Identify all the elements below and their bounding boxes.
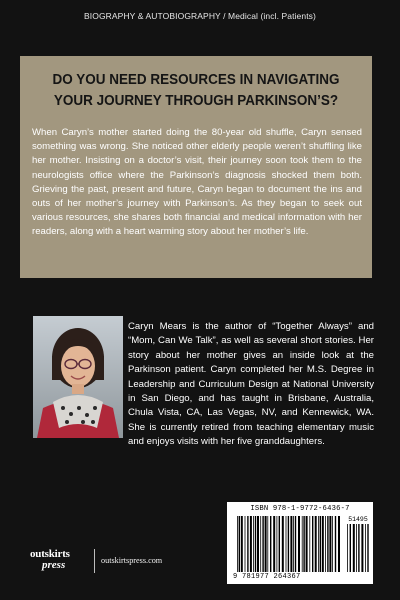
category-line: BIOGRAPHY & AUTOBIOGRAPHY / Medical (incl. Patients)	[84, 11, 316, 21]
isbn-barcode	[227, 502, 373, 584]
headline-line-1: DO YOU NEED RESOURCES IN NAVIGATING	[52, 72, 340, 88]
ean-digits: 9 781977 264367	[233, 573, 301, 581]
publisher-logo	[30, 548, 90, 574]
author-portrait-image	[33, 316, 123, 438]
headline	[32, 70, 359, 112]
blurb-panel	[20, 56, 372, 278]
logo-word-press: press	[42, 559, 66, 571]
headline-line-2: YOUR JOURNEY THROUGH PARKINSON’S?	[53, 93, 339, 109]
publisher-url: outskirtspress.com	[101, 556, 163, 565]
author-photo	[33, 316, 123, 438]
author-bio: Caryn Mears is the author of “Together Always” and “Mom, Can We Talk”, as well as several short stories. Her story about her mother gives an inside look at the Parkinson patient. Caryn completed her M.S. Degree in Leadership and Curriculum Design at National University in San Diego, and has taught in Brisbane, Australia, Chula Vista, CA, Las Vegas, NV, and Kennewick, WA. She is currently retired from teaching elementary music and enjoys visits with her five granddaughters.	[128, 321, 374, 448]
blurb-text: When Caryn’s mother started doing the 80-year old shuffle, Caryn sensed something was wrong. She noticed other elderly people weren’t shuffling like her mother. Insisting on a doctor’s visit, their journey soon took them to the neurologists office where the Parkinson’s diagnosis shocked them both. Grieving the past, present and future, Caryn began to document the ins and outs of her mother’s journey with Parkinson’s. As they began to seek out various resources, she shares both financial and medical information with her readers, along with a heart warming story about her mother’s life.	[32, 127, 362, 238]
logo-word-outskirts: outskirts	[30, 548, 70, 560]
isbn-number: ISBN 978-1-9772-6436-7	[250, 505, 350, 513]
logo-divider	[94, 549, 95, 573]
addon-digits: 51495	[348, 516, 368, 523]
ean-barcode-bars	[227, 502, 373, 584]
